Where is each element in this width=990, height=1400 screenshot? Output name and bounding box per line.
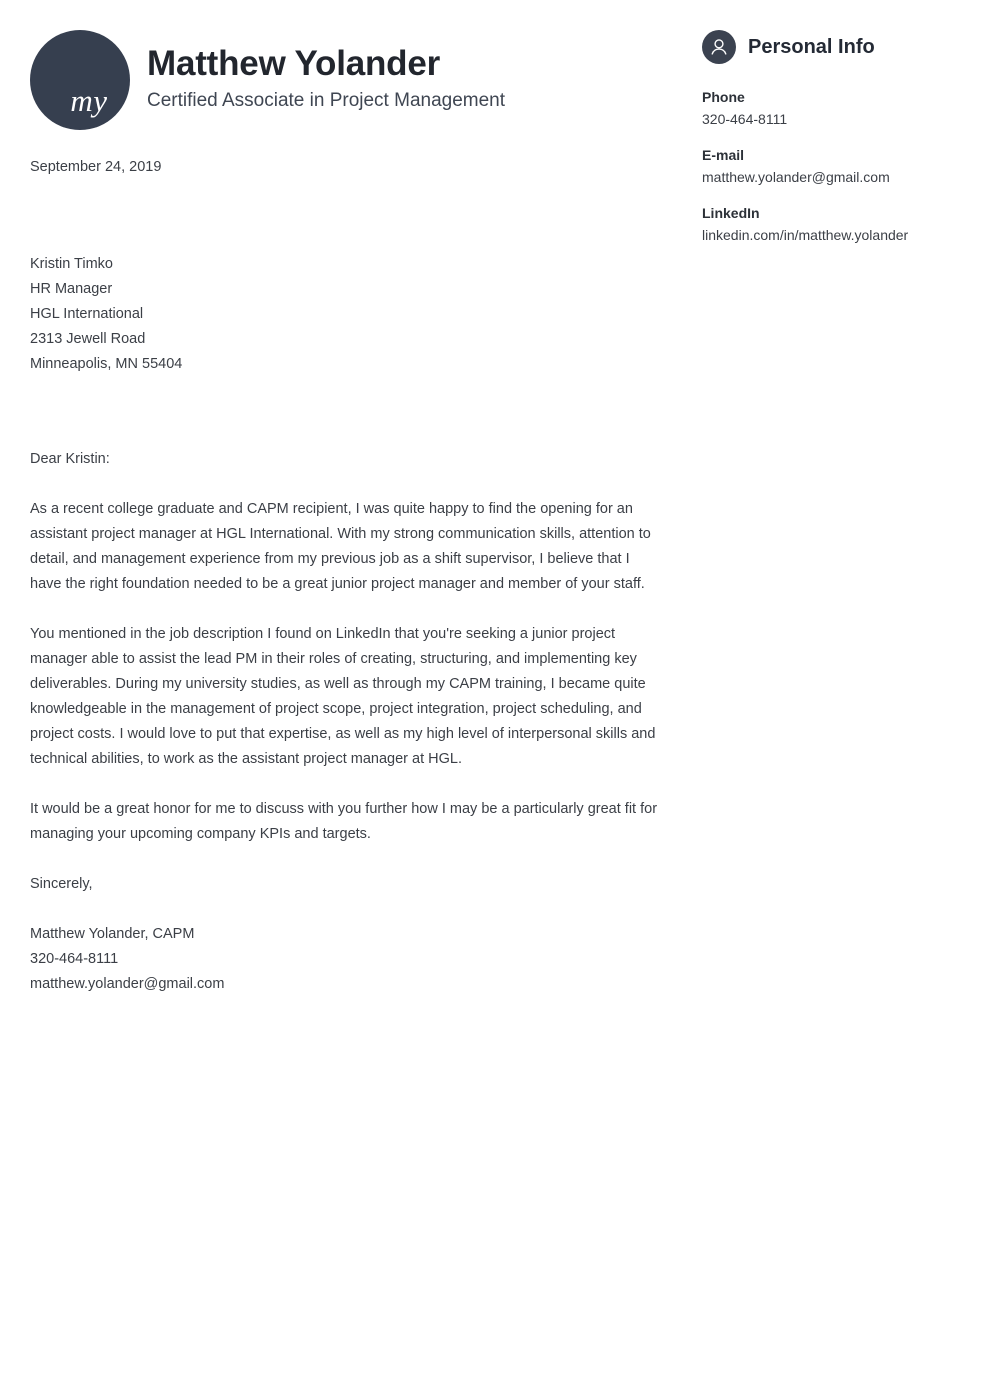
- personal-info-title: Personal Info: [748, 36, 875, 58]
- recipient-line: HR Manager: [30, 281, 113, 297]
- info-label: LinkedIn: [702, 205, 760, 221]
- body-paragraph: You mentioned in the job description I found on LinkedIn that you're seeking a junior project manager able to assist the lead PM in their roles of creating, structuring, and implementing key deliverables. During my university studies, as well as through my CAPM training, I became quite knowledgeable in the management of project scope, project integration, project scheduling, and project costs. I would love to put that expertise, as well as my high level of interpersonal skills and technical abilities, to work as the assistant project manager at HGL.: [30, 626, 656, 767]
- person-icon: [702, 30, 736, 64]
- letter-body: [30, 157, 660, 997]
- recipient-line: HGL International: [30, 306, 144, 322]
- closing-line: Sincerely,: [30, 876, 93, 892]
- signature-name: Matthew Yolander, CAPM: [30, 926, 195, 942]
- job-title: Certified Associate in Project Management: [147, 90, 506, 112]
- recipient-address: [30, 252, 660, 377]
- header-text-block: [147, 44, 505, 116]
- info-label: Phone: [702, 89, 745, 105]
- letter-header: [30, 30, 505, 130]
- salutation: Dear Kristin:: [30, 451, 110, 467]
- body-paragraph: As a recent college graduate and CAPM recipient, I was quite happy to find the opening for an assistant project manager at HGL International. With my strong communication skills, attention to detail, and management experience from my previous job as a shift supervisor, I believe that I have the right foundation needed to be a great junior project manager and member of your staff.: [30, 501, 651, 592]
- monogram-initials-icon: my: [70, 83, 108, 118]
- monogram-avatar: [30, 30, 130, 130]
- page-title: Matthew Yolander: [147, 44, 441, 84]
- info-item-linkedin: [702, 202, 960, 247]
- signature-email: matthew.yolander@gmail.com: [30, 976, 225, 992]
- signature-block: [30, 922, 660, 997]
- info-item-phone: [702, 86, 960, 131]
- recipient-line: Minneapolis, MN 55404: [30, 356, 183, 372]
- info-label: E-mail: [702, 147, 745, 163]
- body-paragraph: It would be a great honor for me to discuss with you further how I may be a particularly great fit for managing your upcoming company KPIs and targets.: [30, 801, 658, 842]
- letter-date: September 24, 2019: [30, 159, 162, 175]
- info-value-linkedin: linkedin.com/in/matthew.yolander: [702, 227, 909, 243]
- info-value-email: matthew.yolander@gmail.com: [702, 169, 890, 185]
- personal-info-heading: [702, 30, 960, 64]
- personal-info-sidebar: [702, 30, 960, 260]
- recipient-line: Kristin Timko: [30, 256, 113, 272]
- signature-phone: 320-464-8111: [30, 951, 119, 967]
- info-value-phone: 320-464-8111: [702, 111, 788, 127]
- recipient-line: 2313 Jewell Road: [30, 331, 146, 347]
- info-item-email: [702, 144, 960, 189]
